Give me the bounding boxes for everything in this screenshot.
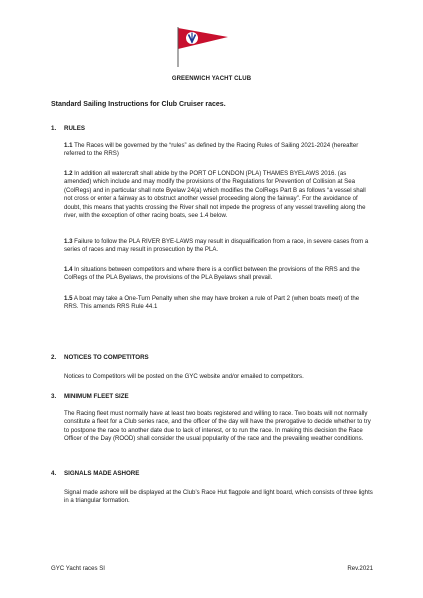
paragraph-number: 1.4	[64, 266, 73, 273]
paragraph-3	[64, 410, 374, 444]
paragraph-number: 1.5	[64, 295, 73, 302]
paragraph-2	[64, 373, 374, 381]
section-number: 4.	[51, 470, 57, 477]
section-heading-rules	[51, 125, 85, 132]
club-name: GREENWICH YACHT CLUB	[171, 76, 252, 82]
paragraph-4	[64, 489, 374, 506]
paragraph-text: Notices to Competitors will be posted on the GYC website and/or emailed to competitors.	[64, 373, 304, 380]
paragraph-number: 1.3	[64, 238, 73, 245]
paragraph-1-4	[64, 266, 374, 283]
paragraph-text: Failure to follow the PLA RIVER BYE-LAWS may result in disqualification from a race, in severe cases from a series of races and may result in prosecution by the PLA.	[64, 238, 369, 254]
section-title: RULES	[64, 125, 85, 132]
section-title: NOTICES TO COMPETITORS	[64, 354, 149, 361]
section-heading-notices	[51, 354, 149, 361]
paragraph-text: In addition all watercraft shall abide by the PORT OF LONDON (PLA) THAMES BYELAWS 2016. (as amended) which include and may modify the provisions of the Regulations for Prevention of Collision at Sea (ColRegs) and in particular shall note Byelaw 24(a) which modifies the ColRegs Part B as follows “a vessel shall not cross or enter a fairway as to obstruct another vessel proceeding along the fairway”. For the avoidance of doubt, this means that yachts crossing the River shall not impede the progress of any vessel travelling along the river, with the exception of other racing boats, see 1.4 below.	[64, 170, 366, 220]
paragraph-text: The Racing fleet must normally have at least two boats registered and willing to race. Two boats will not normally constitute a fleet for a Club series race, and the officer of the day will have the prerogative to decide whether to try to postpone the race to another date due to lack of interest, or to run the race. In making this decision the Race Officer of the Day (ROOD) shall consider the usual popularity of the race and the prevailing weather conditions.	[64, 410, 371, 443]
document-title: Standard Sailing Instructions for Club Cruiser races.	[51, 101, 226, 108]
footer-document-name: GYC Yacht races SI	[51, 565, 105, 572]
section-heading-fleet-size	[51, 393, 129, 400]
paragraph-1-2	[64, 170, 374, 220]
section-title: SIGNALS MADE ASHORE	[64, 470, 140, 477]
paragraph-1-5	[64, 295, 374, 312]
paragraph-1-1	[64, 142, 374, 159]
paragraph-text: Signal made ashore will be displayed at the Club’s Race Hut flagpole and light board, which consists of three lights in a triangular formation.	[64, 489, 373, 505]
paragraph-text: The Races will be governed by the “rules” as defined by the Racing Rules of Sailing 2021-2024 (hereafter referred to the RRS)	[64, 142, 359, 158]
paragraph-1-3	[64, 238, 374, 255]
section-title: MINIMUM FLEET SIZE	[64, 393, 129, 400]
footer-revision: Rev.2021	[347, 565, 373, 572]
section-number: 3.	[51, 393, 57, 400]
section-number: 2.	[51, 354, 57, 361]
section-number: 1.	[51, 125, 57, 132]
paragraph-text: A boat may take a One-Turn Penalty when she may have broken a rule of Part 2 (when boats meet) of the RRS. This amends RRS Rule 44.1	[64, 295, 360, 311]
club-burgee-pennant-icon	[176, 26, 230, 68]
paragraph-text: In situations between competitors and where there is a conflict between the provisions of the RRS and the ColRegs of the PLA Byelaws, the provisions of the PLA Byelaws shall prevail.	[64, 266, 360, 282]
paragraph-number: 1.2	[64, 170, 73, 177]
section-heading-signals	[51, 470, 139, 477]
paragraph-number: 1.1	[64, 142, 73, 149]
